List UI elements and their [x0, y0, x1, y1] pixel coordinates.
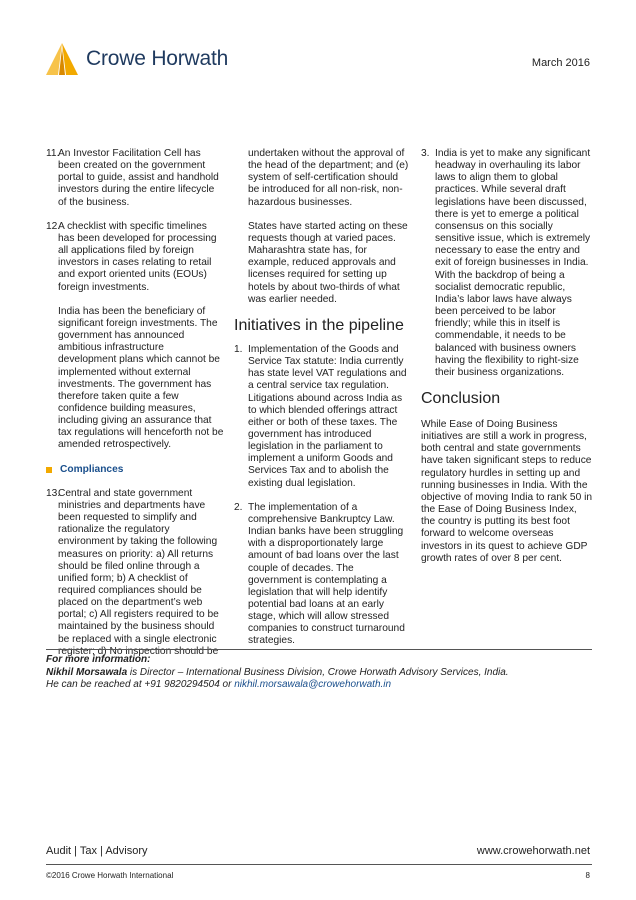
square-bullet-icon: [46, 467, 52, 473]
list-item: [421, 148, 593, 379]
crowe-horwath-logo-icon: [44, 42, 80, 76]
person-role: is Director – International Business Division, Crowe Horwath Advisory Services, India.: [127, 666, 509, 678]
column-1: [46, 148, 224, 658]
paragraph: States have started acting on these requests though at varied paces. Maharashtra state has, for example, reduced approvals and licenses required for setting up hotels by about two-thirds of what was earlier needed.: [248, 220, 408, 305]
email-link[interactable]: nikhil.morsawala@crowehorwath.in: [234, 679, 392, 690]
section-heading: Initiatives in the pipeline: [234, 316, 404, 334]
list-text: India is yet to make any significant headway in overhauling its labor laws to align them to global practices. While several draft legislations have been discussed, there is yet to emerge a political consensus on this socially sensitive issue, which is extremely necessary to ease the entry and exit of foreign businesses in India. With the backdrop of being a socialist democratic republic, India’s labor laws have always been perceived to be labor friendly; while this in itself is commendable, it needs to be balanced with business owners having the flexibility to right-size their business organizations.: [435, 148, 591, 378]
list-text: A checklist with specific timelines has been developed for processing all applications filed by foreign investors in cases relating to retail and export oriented units (EOUs) foreign investments.: [58, 220, 217, 293]
list-text: An Investor Facilitation Cell has been created on the government portal to guide, assist and handhold investors during the entire lifecycle of the business.: [58, 148, 219, 208]
brand-name: Crowe Horwath: [86, 47, 229, 70]
info-reach: [46, 679, 509, 692]
footer-services: Audit | Tax | Advisory: [46, 845, 148, 857]
list-number: 12.: [46, 220, 61, 232]
footer-website-link[interactable]: www.crowehorwath.net: [476, 845, 590, 857]
list-item: [46, 221, 224, 294]
list-item: [46, 488, 224, 658]
list-text: The implementation of a comprehensive Bankruptcy Law. Indian banks have been struggling with a disproportionately large amount of bad loans over the last couple of decades. The government is contemplating a legislation that will help identify potential bad loans at an early stage, which will allow stressed companies to construct turnaround strategies.: [248, 501, 405, 647]
list-text: Implementation of the Goods and Service Tax statute: India currently has state level VAT regulations and a central service tax regulation. Litigations abound across India as to which blended offerings attract either or both of these taxes. The government has introduced legislation in the parliament to implement a uniform Goods and Services Tax and to abolish the existing dual legislation.: [248, 343, 407, 489]
list-number: 11.: [46, 148, 60, 159]
divider: [46, 649, 592, 650]
column-2: [234, 148, 410, 648]
column-3: [421, 148, 593, 565]
reach-text: He can be reached at +91 9820294504 or: [46, 679, 235, 690]
info-person: [46, 667, 509, 680]
section-heading: Conclusion: [421, 389, 501, 407]
continued-text: undertaken without the approval of the head of the department; and (e) system of self-certification should be introduced for all non-risk, non-hazardous businesses.: [248, 148, 409, 208]
list-number: 13.: [46, 487, 61, 499]
footer-divider: [46, 864, 592, 865]
list-item: [234, 502, 410, 648]
page-number: 8: [585, 871, 590, 880]
list-item: [234, 344, 410, 490]
footer-copyright: ©2016 Crowe Horwath International: [46, 871, 174, 880]
paragraph: While Ease of Doing Business initiatives are still a work in progress, both central and state governments have taken significant steps to reduce regulatory hurdles in setting up and running businesses in India. With the objective of moving India to rank 50 in the Ease of Doing Business Index, the country is putting its best foot forward to welcome overseas investors in its quest to achieve GDP growth rates of over 8 per cent.: [421, 418, 593, 564]
list-text: Central and state government ministries and departments have been requested to simplify and rationalize the regulatory environment by taking the following measures on priority: a) All returns should be filed online through a unified form; b) A checklist of required compliances should be placed on the department’s web portal; c) All registers required to be maintained by the business should be replaced with a single electronic register; d) No inspection should be: [58, 487, 219, 657]
list-number: 1.: [234, 343, 243, 355]
contact-info: [46, 654, 509, 692]
list-number: 2.: [234, 501, 243, 513]
paragraph: India has been the beneficiary of significant foreign investments. The government has announced ambitious infrastructure development plans which cannot be implemented without external investments. The government has therefore taken quite a few confidence building measures, including giving an assurance that tax regulations will henceforth not be amended retrospectively.: [58, 305, 224, 451]
person-name: Nikhil Morsawala: [46, 666, 128, 678]
section-title: Compliances: [60, 463, 124, 475]
list-number: 3.: [421, 148, 430, 159]
info-title: For more information:: [46, 654, 151, 665]
section-heading: [46, 464, 224, 476]
publication-date: March 2016: [531, 57, 590, 69]
brand-logo: [44, 42, 228, 76]
list-item: [46, 148, 224, 209]
